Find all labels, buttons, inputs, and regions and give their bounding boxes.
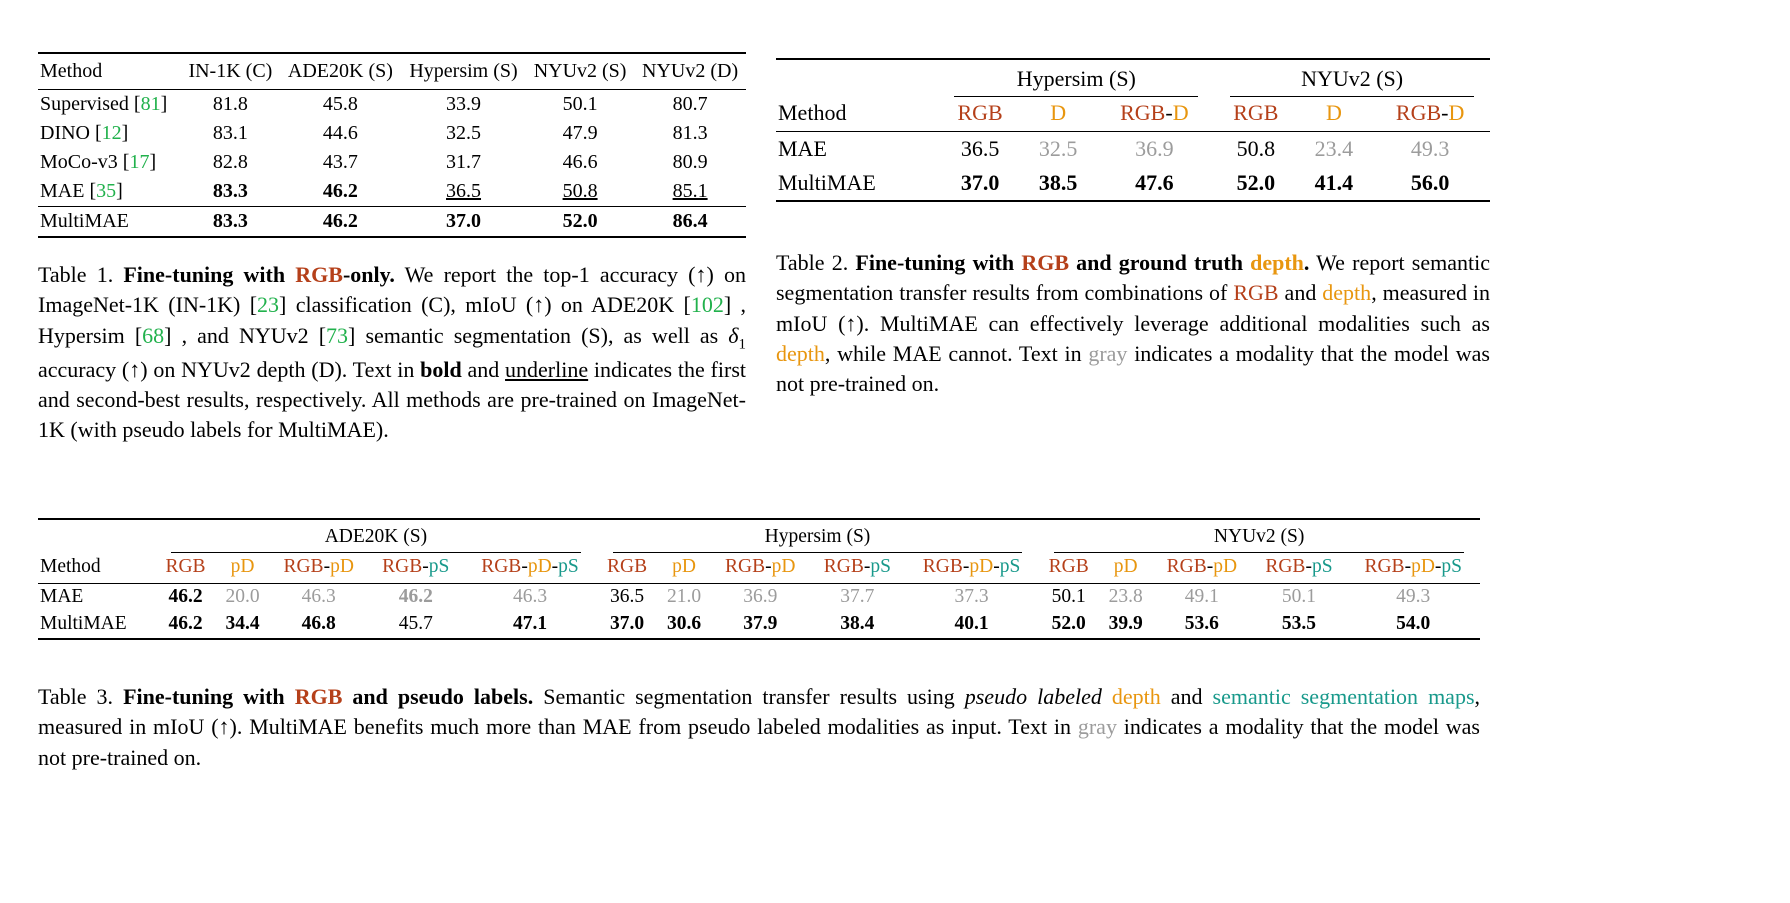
group-header (597, 519, 1039, 553)
text-run: . (1303, 250, 1310, 275)
column-header: NYUv2 (D) (634, 53, 746, 90)
text-run: - (1206, 556, 1214, 577)
column-header (368, 553, 463, 584)
value-cell: 85.1 (672, 180, 708, 202)
text-run: pD (969, 556, 994, 577)
text-run: underline (505, 356, 589, 382)
value-cell: 56.0 (1410, 170, 1450, 195)
value-cell: 37.0 (610, 613, 645, 634)
column-header (1038, 553, 1099, 584)
table-2 (776, 58, 1490, 202)
value-cell: 80.9 (672, 151, 708, 173)
text-run: - (1404, 556, 1412, 577)
value-cell: 50.8 (1236, 136, 1276, 161)
text-run: and (1160, 684, 1213, 709)
column-header (597, 553, 658, 584)
value-cell: 37.9 (743, 613, 778, 634)
text-run: pS (999, 556, 1021, 577)
column-header (1099, 553, 1152, 584)
value-cell: 34.4 (225, 613, 260, 634)
column-header: Method (38, 53, 181, 90)
text-run: - (521, 556, 528, 577)
text-run: RGB (165, 556, 206, 577)
column-header (269, 553, 368, 584)
table-row (38, 207, 746, 238)
value-cell: 81.3 (672, 122, 708, 144)
column-header (905, 553, 1038, 584)
group-header (938, 59, 1214, 97)
column-header (1214, 97, 1297, 132)
text-run: pS (870, 556, 891, 577)
text-run: RGB (1233, 100, 1279, 125)
value-cell: 38.5 (1038, 170, 1078, 195)
text-run: ] , Hypersim [ (38, 292, 746, 348)
value-cell: 83.3 (181, 207, 280, 238)
value-cell: 43.7 (322, 151, 358, 173)
value-cell: 86.4 (634, 207, 746, 238)
text-run: We report the top-1 accuracy (↑) on ImageNet-1K (IN-1K) [ (38, 262, 746, 318)
column-header (155, 553, 216, 584)
value-cell: 37.7 (840, 586, 875, 607)
value-cell: 45.8 (322, 93, 358, 115)
group-header (1214, 59, 1490, 97)
text-run: pS (1441, 556, 1463, 577)
column-header (463, 553, 596, 584)
value-cell: 20.0 (225, 586, 260, 607)
text-run: RGB (1265, 556, 1306, 577)
group-label: NYUv2 (S) (1230, 64, 1474, 97)
text-run: 1 (738, 336, 746, 353)
text-run: RGB (382, 556, 423, 577)
value-cell: 36.5 (960, 136, 1000, 161)
text-run: RGB (1166, 556, 1207, 577)
text-run: D (1325, 100, 1342, 125)
text-run: pD (330, 556, 354, 577)
subheader-row (776, 97, 1490, 132)
citation-link[interactable]: 81 (140, 93, 161, 115)
column-header (657, 553, 710, 584)
text-run: RGB (295, 262, 343, 287)
text-run: - (422, 556, 429, 577)
value-cell: 46.2 (398, 586, 433, 607)
text-run: - (765, 556, 772, 577)
value-cell: 46.3 (301, 586, 336, 607)
method-header: Method (38, 553, 155, 584)
header-row (38, 53, 746, 90)
text-run: RGB (1120, 100, 1166, 125)
text-run: pS (558, 556, 579, 577)
table-row (38, 90, 746, 120)
value-cell: 44.6 (322, 122, 358, 144)
table-row (776, 132, 1490, 167)
text-run: RGB (725, 556, 766, 577)
citation-link[interactable]: 12 (101, 122, 122, 144)
column-header (711, 553, 810, 584)
value-cell: 46.2 (322, 180, 358, 202)
value-cell: 46.2 (280, 207, 401, 238)
value-cell: 37.0 (401, 207, 526, 238)
value-cell: 38.4 (840, 613, 875, 634)
text-run: and (461, 356, 506, 382)
text-run: Semantic segmentation transfer results using (533, 684, 965, 709)
method-cell: MultiMAE (40, 613, 127, 634)
value-cell: 32.5 (446, 122, 482, 144)
value-cell: 40.1 (954, 613, 989, 634)
text-run: RGB (1021, 250, 1069, 275)
text-run: indicates a modality that the model was not pre-trained on. (776, 341, 1490, 397)
value-cell: 50.1 (562, 93, 598, 115)
value-cell: 83.1 (212, 122, 248, 144)
text-run: - (1165, 100, 1173, 125)
text-run: D (1050, 100, 1067, 125)
text-run: accuracy (↑) on NYUv2 depth (D). Text in (38, 356, 421, 382)
value-cell: 54.0 (1396, 613, 1431, 634)
text-run: pD (1411, 556, 1435, 577)
value-cell: 33.9 (446, 93, 482, 115)
text-run: and pseudo labels. (342, 684, 534, 709)
method-cell: DINO [12] (40, 122, 129, 144)
text-run: , measured in mIoU (↑). MultiMAE can effectively leverage additional modalities such as (776, 280, 1491, 336)
value-cell: 49.3 (1410, 136, 1450, 161)
text-run: pD (230, 556, 255, 577)
value-cell: 47.1 (512, 613, 548, 634)
group-header-row (38, 519, 1480, 553)
table-row (38, 148, 746, 177)
text-run: RGB (1048, 556, 1089, 577)
text-run: ] semantic segmentation (S), as well as (348, 322, 729, 348)
value-cell: 46.3 (512, 586, 548, 607)
text-run: pD (527, 556, 552, 577)
text-run: and (1278, 280, 1323, 306)
table-3 (38, 518, 1480, 640)
value-cell: 36.5 (446, 180, 482, 202)
table-row (776, 166, 1490, 201)
column-header (1298, 97, 1371, 132)
corner-cell (38, 519, 155, 553)
text-run: indicates the first and second-best results, respectively. All methods are pre-trained on ImageNet-1K (with pseudo labels for MultiMAE). (38, 356, 746, 443)
column-header: NYUv2 (S) (526, 53, 634, 90)
table-row (38, 584, 1480, 612)
text-run: Fine-tuning with (123, 262, 296, 287)
value-cell: 50.8 (562, 180, 598, 202)
value-cell: 41.4 (1314, 170, 1354, 195)
column-header (216, 553, 269, 584)
table-3-block (38, 518, 1480, 640)
text-run: RGB (481, 556, 522, 577)
value-cell: 46.8 (301, 613, 336, 634)
value-cell: 46.6 (562, 151, 598, 173)
value-cell: 52.0 (1236, 170, 1276, 195)
value-cell: 80.7 (672, 93, 708, 115)
column-header (1152, 553, 1251, 584)
text-run: - (551, 556, 559, 577)
value-cell: 53.6 (1184, 613, 1219, 634)
method-cell: MAE (40, 586, 84, 607)
column-header: IN-1K (C) (181, 53, 280, 90)
value-cell: 47.9 (562, 122, 598, 144)
method-cell: MAE (778, 136, 827, 161)
text-run: RGB (1233, 280, 1279, 306)
table-1-caption (38, 260, 746, 446)
value-cell: 46.2 (168, 586, 203, 607)
table-3-caption (38, 682, 1480, 773)
text-run: Table 1. (38, 262, 124, 287)
column-header (1370, 97, 1490, 132)
text-run: - (863, 556, 871, 577)
table-row (38, 119, 746, 148)
text-run: RGB (283, 556, 324, 577)
text-run (1102, 684, 1112, 709)
method-cell: MultiMAE (778, 170, 876, 195)
text-run: Table 2. (776, 250, 856, 275)
table-1-block (38, 52, 746, 238)
value-cell: 45.7 (398, 613, 433, 634)
text-run: pS (1311, 556, 1333, 577)
column-header (810, 553, 905, 584)
text-run: depth (1250, 250, 1304, 275)
citation-link[interactable]: 102 (690, 292, 724, 318)
group-header (155, 519, 597, 553)
column-header (938, 97, 1021, 132)
text-run: depth (1111, 684, 1161, 709)
group-header (1038, 519, 1480, 553)
value-cell: 49.1 (1184, 586, 1219, 607)
text-run: semantic segmentation maps (1212, 684, 1475, 709)
column-header (1251, 553, 1346, 584)
text-run: pD (1113, 556, 1138, 577)
corner-cell (776, 59, 938, 97)
value-cell: 21.0 (667, 586, 702, 607)
text-run: - (323, 556, 331, 577)
text-run: indicates a modality that the model was not pre-trained on. (38, 714, 1480, 770)
table-2-caption (776, 248, 1490, 400)
text-run: RGB (1395, 100, 1442, 125)
text-run: pseudo labeled (964, 684, 1102, 709)
text-run: , while MAE cannot. Text in (824, 341, 1089, 367)
value-cell: 36.9 (743, 586, 778, 607)
text-run: pD (672, 556, 697, 577)
value-cell: 39.9 (1108, 613, 1143, 634)
group-header-row (776, 59, 1490, 97)
method-cell: MoCo-v3 [17] (40, 151, 157, 173)
group-label: Hypersim (S) (613, 524, 1023, 553)
text-run: gray (1077, 714, 1117, 740)
text-run: - (1441, 100, 1449, 125)
value-cell: 50.1 (1281, 586, 1316, 607)
text-run: RGB (823, 556, 864, 577)
value-cell: 32.5 (1038, 136, 1078, 161)
text-run: pD (771, 556, 796, 577)
text-run: pS (428, 556, 450, 577)
text-run: Fine-tuning with (855, 250, 1022, 275)
text-run: depth (1322, 280, 1372, 306)
text-run: Table 3. (38, 684, 124, 709)
text-run: RGB (607, 556, 648, 577)
text-run: RGB (294, 684, 343, 709)
value-cell: 50.1 (1051, 586, 1086, 607)
value-cell: 52.0 (1051, 613, 1086, 634)
value-cell: 37.0 (960, 170, 1000, 195)
text-run: RGB (957, 100, 1003, 125)
text-run: ] , and NYUv2 [ (164, 322, 327, 348)
value-cell: 37.3 (954, 586, 989, 607)
text-run: D (1172, 100, 1189, 125)
text-run: ] classification (C), mIoU (↑) on ADE20K [ (279, 292, 691, 318)
value-cell: 53.5 (1281, 613, 1316, 634)
text-run: -only. (342, 262, 395, 287)
value-cell: 82.8 (212, 151, 248, 173)
text-run: RGB (922, 556, 963, 577)
text-run: δ (728, 322, 739, 348)
text-run: and ground truth (1069, 250, 1251, 275)
value-cell: 23.8 (1108, 586, 1143, 607)
citation-link[interactable]: 17 (129, 151, 150, 173)
group-label: NYUv2 (S) (1054, 524, 1464, 553)
text-run: pD (1213, 556, 1238, 577)
text-run: Fine-tuning with (123, 684, 295, 709)
value-cell: 36.5 (610, 586, 645, 607)
column-header: ADE20K (S) (280, 53, 401, 90)
value-cell: 30.6 (667, 613, 702, 634)
column-header (1346, 553, 1480, 584)
citation-link[interactable]: 68 (142, 322, 165, 348)
text-run: - (962, 556, 970, 577)
table-2-block (776, 58, 1490, 202)
method-header: Method (776, 97, 938, 132)
text-run: We report semantic segmentation transfer results from combinations of (776, 250, 1491, 306)
value-cell: 36.9 (1135, 136, 1174, 161)
value-cell: 52.0 (526, 207, 634, 238)
table-row (38, 611, 1480, 639)
method-cell: Supervised [81] (40, 93, 168, 115)
text-run: gray (1088, 341, 1128, 367)
text-run: D (1448, 100, 1465, 125)
text-run: , measured in mIoU (↑). MultiMAE benefits much more than MAE from pseudo labeled modalities as input. Text in (38, 684, 1481, 740)
citation-link[interactable]: 23 (257, 292, 280, 318)
value-cell: 47.6 (1135, 170, 1174, 195)
method-cell: MAE [35] (40, 180, 123, 202)
value-cell: 81.8 (212, 93, 248, 115)
citation-link[interactable]: 73 (326, 322, 349, 348)
column-header: Hypersim (S) (401, 53, 526, 90)
text-run: depth (776, 341, 825, 367)
method-cell: MultiMAE (38, 207, 181, 238)
column-header (1095, 97, 1215, 132)
value-cell: 31.7 (446, 151, 482, 173)
value-cell: 23.4 (1314, 136, 1354, 161)
table-1 (38, 52, 746, 238)
citation-link[interactable]: 35 (96, 180, 117, 202)
table-row (38, 177, 746, 207)
value-cell: 83.3 (212, 180, 248, 202)
value-cell: 46.2 (168, 613, 203, 634)
text-run: bold (420, 356, 462, 382)
group-label: Hypersim (S) (954, 64, 1198, 97)
text-run: - (993, 556, 1000, 577)
subheader-row (38, 553, 1480, 584)
group-label: ADE20K (S) (171, 524, 581, 553)
text-run: RGB (1364, 556, 1405, 577)
column-header (1022, 97, 1095, 132)
text-run: - (1305, 556, 1312, 577)
value-cell: 49.3 (1396, 586, 1431, 607)
text-run: - (1434, 556, 1442, 577)
